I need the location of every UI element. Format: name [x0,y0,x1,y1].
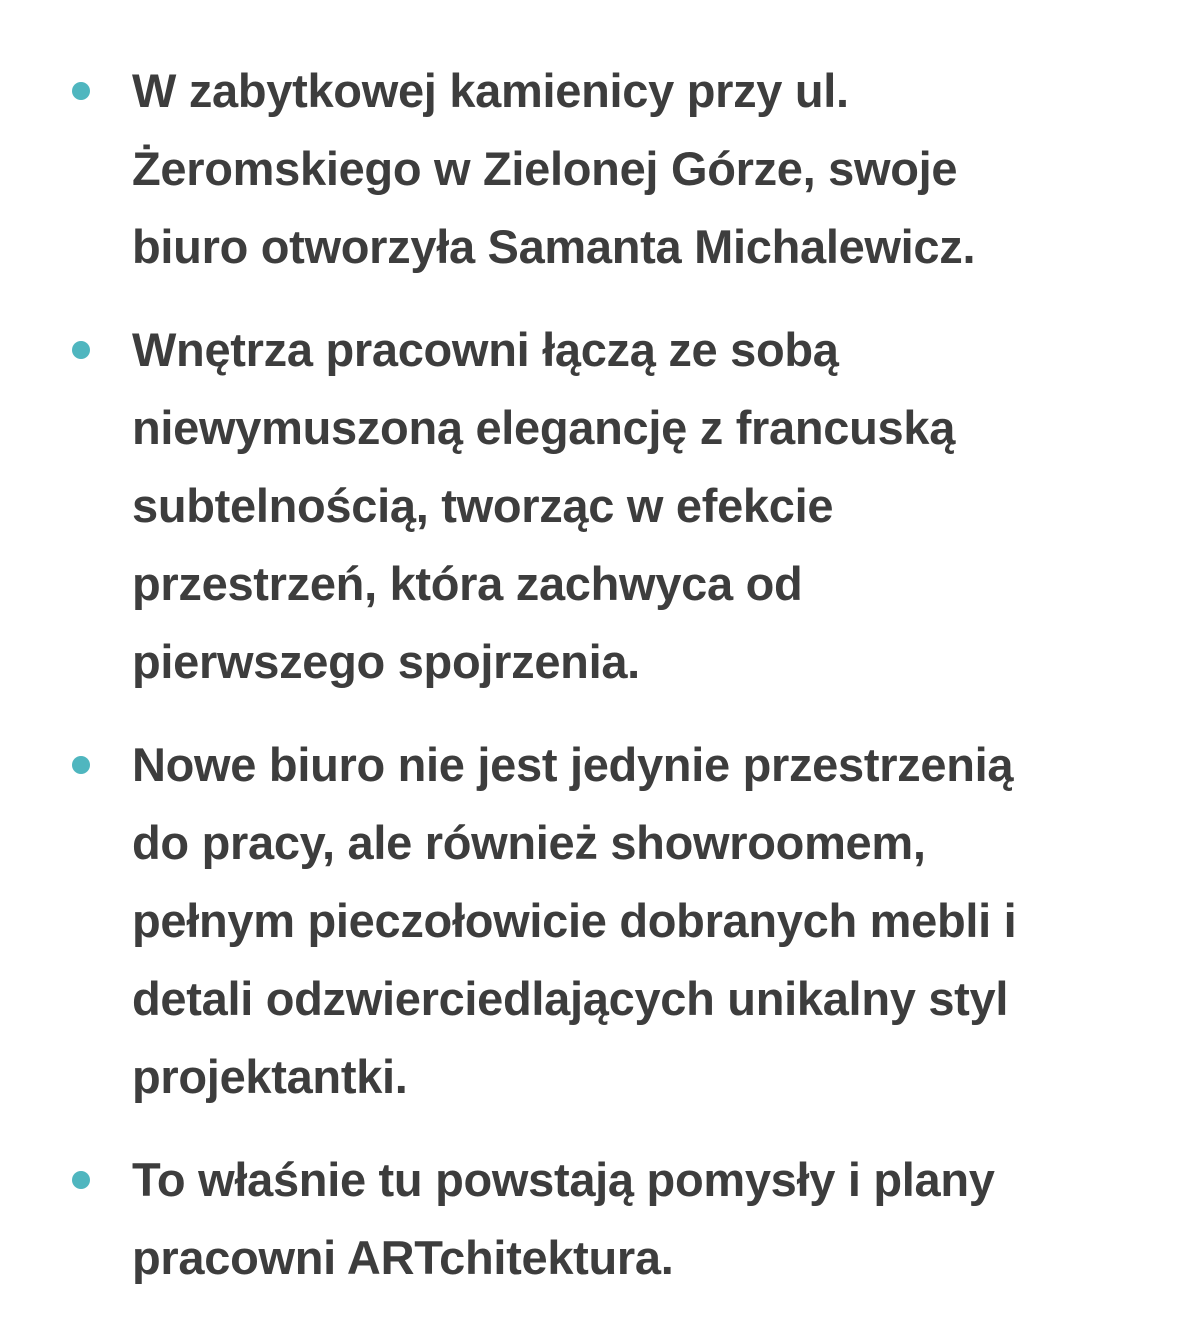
text-line: Wnętrza pracowni łączą ze sobą [132,323,839,376]
list-item-text [132,726,1119,1116]
bullet-list [0,52,1179,1322]
text-line: Żeromskiego w Zielonej Górze, swoje [132,142,958,195]
bullet-dot-icon [72,756,90,774]
text-line: subtelnością, tworząc w efekcie [132,479,834,532]
list-item [0,52,1179,286]
text-line: detali odzwierciedlających unikalny styl [132,972,1009,1025]
list-item-text [132,52,1119,286]
text-line: pierwszego spojrzenia. [132,635,640,688]
text-line: projektantki. [132,1050,408,1103]
text-line: pełnym pieczołowicie dobranych mebli i [132,894,1017,947]
text-line: Nowe biuro nie jest jedynie przestrzenią [132,738,1014,791]
list-item-text [132,1141,1119,1297]
text-line: biuro otworzyła Samanta Michalewicz. [132,220,976,273]
text-line: W zabytkowej kamienicy przy ul. [132,64,849,117]
text-line: do pracy, ale również showroomem, [132,816,926,869]
text-line: pracowni ARTchitektura. [132,1231,674,1284]
text-line: przestrzeń, która zachwyca od [132,557,803,610]
text-line: niewymuszoną elegancję z francuską [132,401,956,454]
bullet-dot-icon [72,82,90,100]
list-item-text [132,311,1119,701]
text-line: To właśnie tu powstają pomysły i plany [132,1153,995,1206]
list-item [0,1141,1179,1297]
list-item [0,311,1179,701]
bullet-dot-icon [72,1171,90,1189]
bullet-dot-icon [72,341,90,359]
list-item [0,726,1179,1116]
